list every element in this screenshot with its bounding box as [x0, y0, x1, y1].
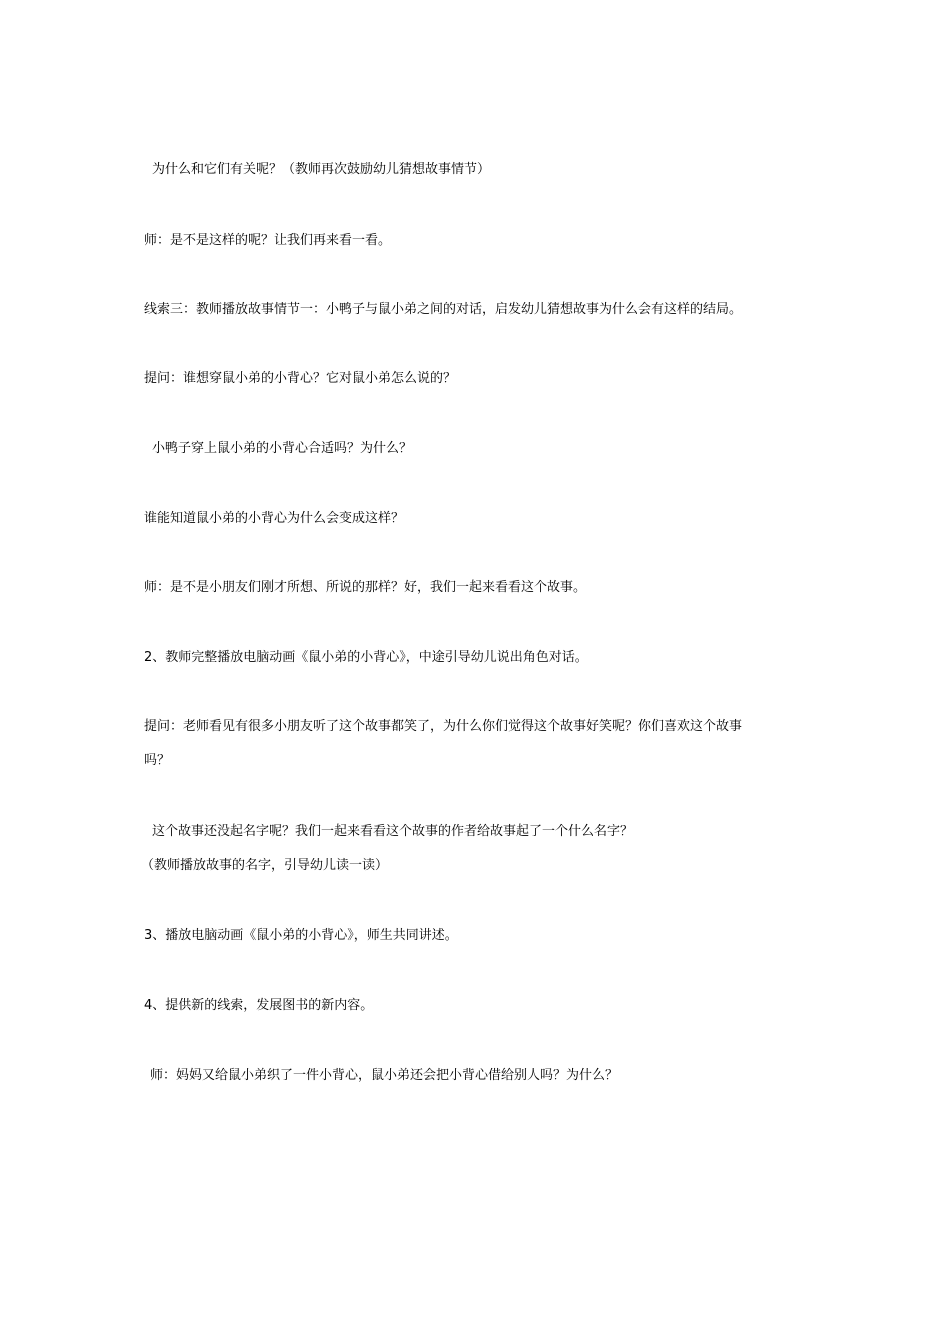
paragraph-line: 师：是不是这样的呢？让我们再来看一看。	[144, 233, 392, 248]
paragraph-line: 师：是不是小朋友们刚才所想、所说的那样？好，我们一起来看看这个故事。	[144, 580, 587, 595]
paragraph-line: 线索三：教师播放故事情节一：小鸭子与鼠小弟之间的对话，启发幼儿猜想故事为什么会有这样的结局。	[144, 302, 743, 317]
paragraph-line: 师：妈妈又给鼠小弟织了一件小背心，鼠小弟还会把小背心借给别人吗？为什么？	[150, 1068, 619, 1083]
paragraph-line: 小鸭子穿上鼠小弟的小背心合适吗？为什么？	[152, 441, 413, 456]
paragraph-line: 提问：谁想穿鼠小弟的小背心？它对鼠小弟怎么说的？	[144, 371, 457, 386]
paragraph-line: 为什么和它们有关呢？（教师再次鼓励幼儿猜想故事情节）	[152, 162, 491, 177]
paragraph-line: 这个故事还没起名字呢？我们一起来看看这个故事的作者给故事起了一个什么名字？	[152, 824, 634, 839]
paragraph-line: 提问：老师看见有很多小朋友听了这个故事都笑了，为什么你们觉得这个故事好笑呢？你们喜欢这个故事	[144, 719, 743, 734]
paragraph-line: 4、提供新的线索，发展图书的新内容。	[144, 998, 374, 1013]
paragraph-line: 2、教师完整播放电脑动画《鼠小弟的小背心》，中途引导幼儿说出角色对话。	[144, 650, 588, 665]
paragraph-line: 3、播放电脑动画《鼠小弟的小背心》，师生共同讲述。	[144, 928, 458, 943]
paragraph-line: （教师播放故事的名字，引导幼儿读一读）	[141, 858, 389, 873]
paragraph-line: 谁能知道鼠小弟的小背心为什么会变成这样？	[144, 511, 405, 526]
paragraph-line: 吗？	[144, 753, 171, 768]
